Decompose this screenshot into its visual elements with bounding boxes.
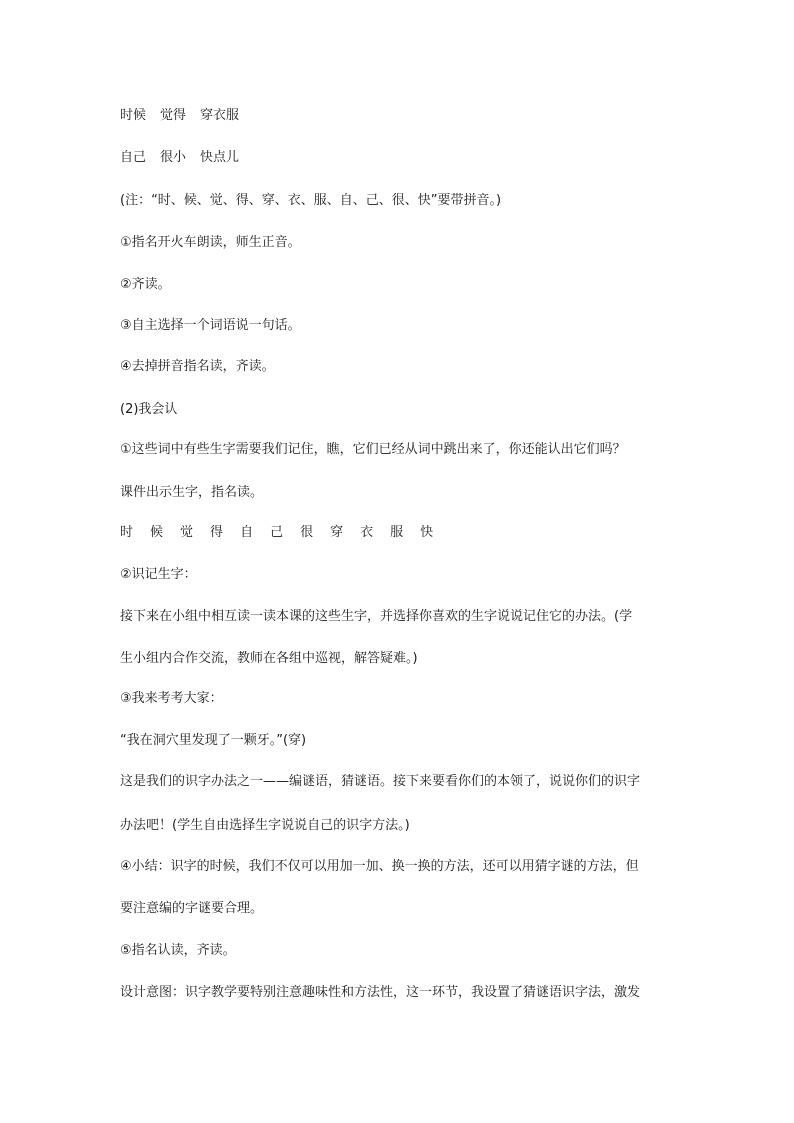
character: 很 — [300, 525, 314, 540]
paragraph-line: 接下来在小组中相互读一读本课的这些生字，并选择你喜欢的生字说说记住它的办法。(学 — [120, 609, 633, 624]
word: 自己 — [120, 150, 147, 165]
paragraph-line: 这是我们的识字办法之一——编谜语，猜谜语。接下来要看你们的本领了，说说你们的识字 — [120, 774, 641, 789]
character: 穿 — [330, 525, 344, 540]
paragraph-line: 生小组内合作交流，教师在各组中巡视，解答疑难。) — [120, 651, 418, 666]
word: 快点儿 — [200, 150, 240, 165]
step-line: ③我来考考大家： — [120, 691, 223, 706]
word: 觉得 — [160, 108, 187, 123]
riddle-line: “我在洞穴里发现了一颗牙。”(穿) — [120, 733, 307, 748]
character: 快 — [420, 525, 434, 540]
paragraph-line: 办法吧！(学生自由选择生字说说自己的识字方法。) — [120, 818, 410, 833]
character: 自 — [240, 525, 254, 540]
paragraph-line: 要注意编的字谜要合理。 — [120, 901, 264, 916]
step-line: ⑤指名认读，齐读。 — [120, 943, 236, 958]
character: 己 — [270, 525, 284, 540]
word-row-2 — [120, 150, 239, 166]
note-line: (注：“时、候、觉、得、穿、衣、服、自、己、很、快”要带拼音。) — [120, 193, 502, 208]
word: 很小 — [160, 150, 187, 165]
step-line: ②齐读。 — [120, 277, 171, 292]
character: 得 — [210, 525, 224, 540]
character: 衣 — [360, 525, 374, 540]
character-row — [120, 525, 450, 541]
character: 时 — [120, 525, 134, 540]
word-row-1 — [120, 108, 239, 124]
word: 时候 — [120, 108, 147, 123]
paragraph-line: ④小结：识字的时候，我们不仅可以用加一加、换一换的方法，还可以用猜字谜的方法，但 — [120, 859, 639, 874]
character: 觉 — [180, 525, 194, 540]
step-line: ①指名开火车朗读，师生正音。 — [120, 235, 301, 250]
paragraph-line: ①这些词中有些生字需要我们记住，瞧，它们已经从词中跳出来了，你还能认出它们吗？ — [120, 442, 626, 457]
paragraph-line: 课件出示生字，指名读。 — [120, 485, 264, 500]
step-line: ③自主选择一个词语说一句话。 — [120, 318, 301, 333]
paragraph-line: 设计意图：识字教学要特别注意趣味性和方法性，这一环节，我设置了猜谜语识字法，激发 — [120, 985, 641, 1000]
character: 服 — [390, 525, 404, 540]
section-heading: (2)我会认 — [120, 402, 178, 417]
word: 穿衣服 — [200, 108, 240, 123]
step-line: ②识记生字： — [120, 567, 197, 582]
character: 候 — [150, 525, 164, 540]
step-line: ④去掉拼音指名读，齐读。 — [120, 359, 275, 374]
